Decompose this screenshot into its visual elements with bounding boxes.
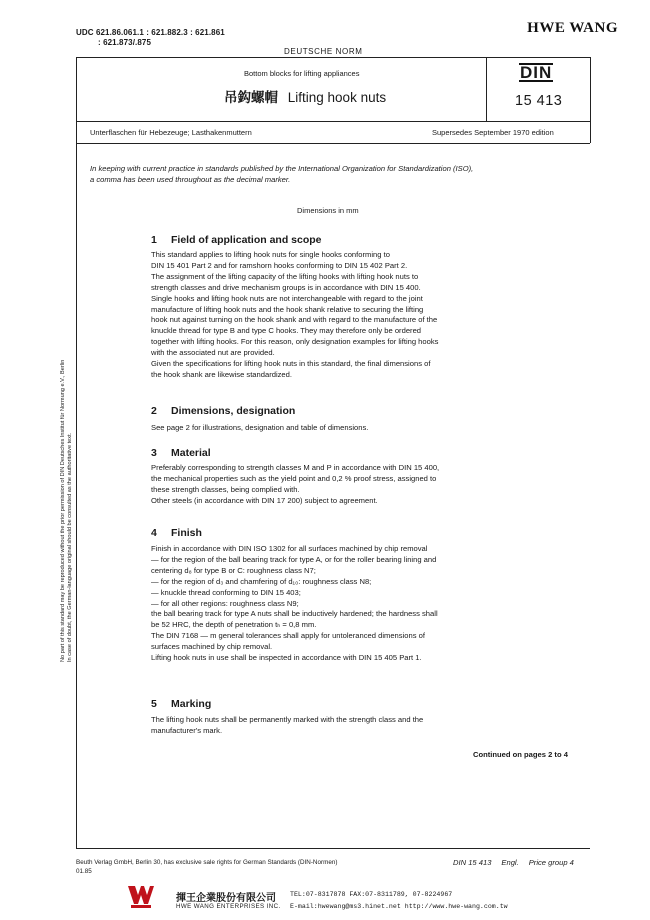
body-line: — knuckle thread conforming to DIN 15 403;	[151, 587, 301, 597]
section-heading	[151, 234, 322, 246]
din-logo	[519, 63, 553, 83]
body-line: Other steels (in accordance with DIN 17 200) subject to agreement.	[151, 495, 378, 505]
section-title: Field of application and scope	[171, 234, 322, 246]
document-title	[224, 86, 386, 106]
body-line: — for the region of d₃ and chamfering of d₁₀: roughness class N8;	[151, 576, 372, 586]
section-heading	[151, 527, 202, 539]
frame-title-bottom	[76, 121, 590, 122]
side-note-line: No part of this standard may be reproduced without the prior permission of DIN Deutsches Institut für Normung e.V., Berlin	[60, 359, 66, 662]
body-line: Finish in accordance with DIN ISO 1302 for all surfaces machined by chip removal	[151, 544, 428, 553]
section-body	[151, 544, 591, 664]
din-logo-text: DIN	[520, 63, 553, 82]
company-phone-fax: TEL:07-8317878 FAX:07-8311789, 07-8224967	[290, 891, 453, 898]
body-line: See page 2 for illustrations, designation and table of dimensions.	[151, 423, 369, 432]
footer-price-group: Price group 4	[528, 858, 574, 867]
frame-left	[76, 57, 77, 848]
body-line: centering d₈ for type B or C: roughness class N7;	[151, 565, 316, 575]
body-line: with the associated nut are provided.	[151, 348, 275, 358]
body-line: the hook shank are likewise standardized.	[151, 369, 292, 379]
section-body	[151, 423, 591, 434]
publisher-line: 01.85	[76, 868, 92, 875]
section-number: 5	[151, 698, 157, 710]
company-email-web: E-mail:hwewang@ms3.hinet.net http://www.hwe-wang.com.tw	[290, 903, 508, 910]
continued-note: Continued on pages 2 to 4	[473, 750, 568, 759]
title-english: Lifting hook nuts	[287, 90, 387, 105]
publisher-line: Beuth Verlag GmbH, Berlin 30, has exclusive sale rights for German Standards (DIN-Normen)	[76, 859, 338, 866]
section-title: Material	[171, 447, 211, 459]
section-title: Marking	[171, 698, 212, 710]
body-line: Preferably corresponding to strength classes M and P in accordance with DIN 15 400,	[151, 463, 440, 472]
body-line: The assignment of the lifting capacity of the lifting hooks with lifting hook nuts to	[151, 271, 419, 281]
german-title: Unterflaschen für Hebezeuge; Lasthakenmuttern	[90, 128, 252, 137]
note-line: In keeping with current practice in standards published by the International Organization for Standardization (ISO),	[90, 164, 474, 173]
company-name-cn: 揮王企業股份有限公司	[176, 893, 276, 904]
body-line: The DIN 7168 — m general tolerances shall apply for untoleranced dimensions of	[151, 631, 425, 641]
section-heading	[151, 447, 211, 459]
body-line: hook nut against turning on the hook shank and with regard to the manufacture of the	[151, 315, 438, 325]
body-line: manufacture of lifting hook nuts and the hook shank relative to securing the lifting	[151, 304, 424, 314]
body-line: together with lifting hooks. For this reason, only designation examples for lifting hooks	[151, 337, 439, 347]
body-line: — for all other regions: roughness class N9;	[151, 598, 299, 608]
section-title: Dimensions, designation	[171, 405, 296, 417]
body-line: Single hooks and lifting hook nuts are not interchangeable with regard to the joint	[151, 293, 423, 303]
norm-label: DEUTSCHE NORM	[284, 47, 363, 56]
body-line: these strength classes, being complied with.	[151, 484, 300, 494]
footer-din-ref: DIN 15 413	[453, 858, 492, 867]
copyright-side-note	[60, 262, 76, 662]
brand-name: HWE WANG	[527, 20, 618, 36]
section-heading	[151, 405, 295, 417]
frame-top	[76, 57, 590, 58]
body-line: the ball bearing track for type A nuts shall be inductively hardened; the hardness shall	[151, 609, 438, 619]
iso-decimal-note	[90, 163, 590, 185]
section-heading	[151, 698, 211, 710]
section-title: Finish	[171, 527, 202, 539]
frame-right	[590, 57, 591, 143]
body-line: The lifting hook nuts shall be permanently marked with the strength class and the	[151, 715, 424, 724]
section-number: 4	[151, 527, 157, 539]
udc-line: UDC 621.86.061.1 : 621.882.3 : 621.861	[76, 28, 225, 37]
footer-reference	[453, 858, 574, 867]
section-number: 3	[151, 447, 157, 459]
section-body	[151, 463, 591, 507]
frame-bottom	[76, 848, 590, 849]
supersedes-note: Supersedes September 1970 edition	[432, 128, 554, 137]
body-line: This standard applies to lifting hook nuts for single hooks conforming to	[151, 250, 390, 259]
company-name-en: HWE WANG ENTERPRISES INC.	[176, 903, 281, 910]
dimensions-note: Dimensions in mm	[297, 206, 359, 215]
din-number: 15 413	[515, 93, 563, 109]
company-logo-icon	[128, 886, 154, 908]
body-line: be 52 HRC, the depth of penetration tₕ = 0,8 mm.	[151, 620, 317, 630]
document-subtitle: Bottom blocks for lifting appliances	[244, 69, 360, 78]
body-line: — for the region of the ball bearing track for type A, or for the roller bearing lining and	[151, 554, 437, 564]
section-number: 2	[151, 405, 157, 417]
body-line: knuckle thread for type B and type C hooks. They may therefore only be ordered	[151, 326, 422, 336]
body-line: surfaces machined by chip removal.	[151, 642, 273, 652]
note-line: a comma has been used throughout as the decimal marker.	[90, 175, 291, 184]
section-number: 1	[151, 234, 157, 246]
body-line: the mechanical properties such as the yield point and 0,2 % proof stress, assigned to	[151, 473, 437, 483]
frame-divider	[486, 57, 487, 121]
body-line: strength classes and drive mechanism groups is in accordance with DIN 15 400.	[151, 282, 421, 292]
title-chinese: 吊鈎螺帽	[224, 90, 278, 105]
frame-info-bottom	[76, 143, 590, 144]
publisher-note	[76, 858, 337, 876]
section-body	[151, 715, 591, 737]
side-note-line: In case of doubt, the German-language original should be consulted as the authoritative text.	[67, 432, 73, 662]
section-body	[151, 250, 591, 381]
body-line: Lifting hook nuts in use shall be inspected in accordance with DIN 15 405 Part 1.	[151, 653, 422, 663]
udc-classification	[76, 28, 225, 48]
body-line: Given the specifications for lifting hook nuts in this standard, the final dimensions of	[151, 359, 431, 369]
body-line: DIN 15 401 Part 2 and for ramshorn hooks conforming to DIN 15 402 Part 2.	[151, 260, 408, 270]
body-line: manufacturer's mark.	[151, 725, 223, 735]
udc-line: : 621.873/.875	[98, 38, 151, 47]
footer-language: Engl.	[501, 858, 519, 867]
